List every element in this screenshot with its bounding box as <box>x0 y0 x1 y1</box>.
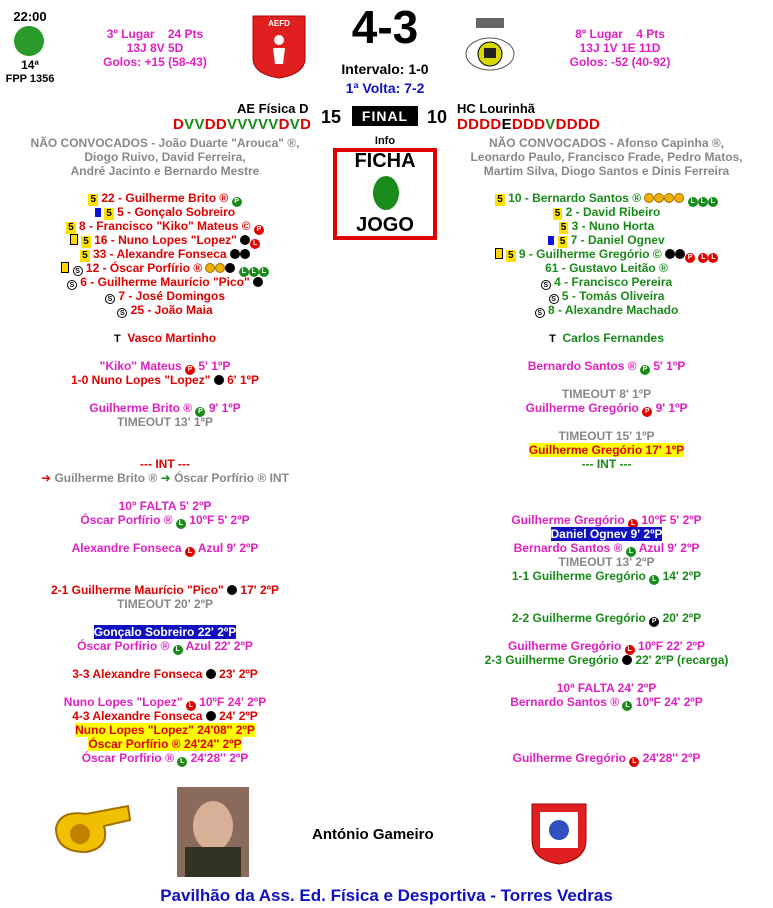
info-link[interactable]: Info <box>374 135 396 147</box>
event-item: Guilherme Gregório L 10ºF 5' 2ºP <box>511 513 702 527</box>
home-team-name[interactable]: AE Física D <box>237 101 309 116</box>
form-letter: D <box>534 116 546 133</box>
form-letter: E <box>501 116 512 133</box>
lineup-row[interactable]: 61 - Gustavo Leitão ® <box>545 261 668 275</box>
event-item: 10ª FALTA 24' 2ºP <box>556 681 657 695</box>
lineup-row[interactable]: 5 16 - Nuno Lopes "Lopez" L <box>0 233 330 249</box>
form-letter: D <box>577 116 590 133</box>
whistle-icon <box>50 798 132 860</box>
event-item: TIMEOUT 13' 1ºP <box>117 415 213 429</box>
event-item: Guilherme Gregório L 24'28'' 2ºP <box>512 751 701 765</box>
form-letter: D <box>215 116 228 133</box>
home-coach[interactable]: T Vasco Martinho <box>113 331 217 345</box>
lineup-row[interactable]: 5 3 - Nuno Horta <box>560 219 655 233</box>
form-letter: D <box>555 116 567 133</box>
event-item: Bernardo Santos ® P 5' 1ºP <box>527 359 686 373</box>
halftime-score: Intervalo: 1-0 <box>341 61 429 77</box>
form-letter: V <box>237 116 248 133</box>
lineup-row[interactable]: S 25 - João Maia <box>0 303 330 318</box>
round-number: 14ª <box>21 58 39 72</box>
form-letter: V <box>227 116 238 133</box>
lineup-row[interactable]: 5 5 - Gonçalo Sobreiro <box>0 205 330 220</box>
blue-card-icon <box>95 208 101 217</box>
form-letter: D <box>300 116 312 133</box>
form-letter: D <box>589 116 601 133</box>
event-item: 2-3 Guilherme Gregório 22' 2ºP (recarga) <box>484 653 729 667</box>
final-badge: FINAL <box>352 106 418 126</box>
event-item: 2-2 Guilherme Gregório P 20' 2ºP <box>511 611 702 625</box>
lineup-row[interactable]: 5 7 - Daniel Ognev <box>440 233 773 248</box>
form-letter: V <box>257 116 269 133</box>
event-item: Bernardo Santos ® L 10ºF 24' 2ºP <box>510 695 703 709</box>
foul-icon: L <box>250 239 260 249</box>
lineup-row[interactable]: S 6 - Guilherme Maurício "Pico" <box>0 275 330 290</box>
form-letter: D <box>566 116 578 133</box>
event-item: Guilherme Gregório P 9' 1ºP <box>525 401 688 415</box>
event-item: Guilherme Brito ® P 9' 1ºP <box>89 401 241 415</box>
figure-icon <box>373 176 399 210</box>
home-not-called: NÃO CONVOCADOS - João Duarte "Arouca" ®, Diogo Ruivo, David Ferreira, André Jacinto e Bernardo Mestre <box>30 136 300 178</box>
lineup-row[interactable]: 5 2 - David Ribeiro <box>554 205 661 219</box>
event-item: TIMEOUT 20' 2ºP <box>117 597 213 611</box>
event-item: Daniel Ognev 9' 2ºP <box>550 527 663 541</box>
first-leg-score: 1ª Volta: 7-2 <box>345 80 425 96</box>
event-item: 10º FALTA 5' 2ºP <box>118 499 212 513</box>
home-team-logo[interactable] <box>251 14 307 80</box>
event-item: 4-3 Alexandre Fonseca 24' 2ºP <box>72 709 258 723</box>
event-item: TIMEOUT 8' 1ºP <box>561 387 652 401</box>
event-item: --- INT --- <box>140 457 190 471</box>
event-item: TIMEOUT 13' 2ºP <box>558 555 655 569</box>
goal-icon <box>240 235 250 245</box>
referee-photo <box>177 787 249 877</box>
league-badge-icon <box>14 26 44 56</box>
form-letter: V <box>184 116 195 133</box>
form-letter: D <box>523 116 535 133</box>
penalty-icon: P <box>254 225 264 235</box>
away-form <box>457 116 600 133</box>
event-item: Nuno Lopes "Lopez" L 10ºF 24' 2ºP <box>63 695 267 709</box>
form-letter: D <box>511 116 524 133</box>
association-crest-icon <box>530 800 588 866</box>
lineup-row[interactable]: S 4 - Francisco Pereira <box>440 275 773 290</box>
form-letter: D <box>278 116 290 133</box>
event-item: Óscar Porfírio ® L 24'28'' 2ºP <box>81 751 249 765</box>
lineup-row[interactable]: 5 10 - Bernardo Santos ® L L L <box>440 191 773 207</box>
form-letter: D <box>479 116 491 133</box>
form-letter: V <box>268 116 279 133</box>
lineup-row[interactable]: 5 33 - Alexandre Fonseca <box>0 247 330 262</box>
lineup-row[interactable]: S 8 - Alexandre Machado <box>440 303 773 318</box>
form-letter: D <box>173 116 185 133</box>
event-item: 1-1 Guilherme Gregório L 14' 2ºP <box>511 569 702 583</box>
event-item: Alexandre Fonseca L Azul 9' 2ºP <box>71 541 259 555</box>
event-item: Nuno Lopes "Lopez" 24'08'' 2ºP <box>75 723 255 737</box>
home-count: 15 <box>321 107 342 127</box>
away-stats: 8º Lugar 4 Pts 13J 1V 1E 11D Golos: -52 (40-92) <box>569 27 671 69</box>
event-item: Guilherme Gregório 17' 1ºP <box>528 443 685 457</box>
kickoff-time: 22:00 <box>13 9 47 24</box>
svg-text:AEFD: AEFD <box>268 19 290 28</box>
home-stats: 3º Lugar 24 Pts 13J 8V 5D Golos: +15 (58-43) <box>103 27 207 69</box>
event-item: --- INT --- <box>581 457 632 471</box>
venue: Pavilhão da Ass. Ed. Física e Desportiva - Torres Vedras <box>160 886 613 905</box>
event-item: 1-0 Nuno Lopes "Lopez" 6' 1ºP <box>71 373 259 387</box>
final-score: 4-3 <box>351 1 419 53</box>
lineup-row[interactable]: S 5 - Tomás Oliveira <box>440 289 773 304</box>
event-item: Óscar Porfírio ® 24'24'' 2ºP <box>88 737 242 751</box>
away-team-logo[interactable] <box>462 16 518 76</box>
form-letter: V <box>194 116 205 133</box>
match-sheet-button[interactable]: FICHA JOGO <box>333 148 437 240</box>
event-item: Guilherme Gregório L 10ºF 22' 2ºP <box>507 639 706 653</box>
event-item: Óscar Porfírio ® L Azul 22' 2ºP <box>77 639 253 653</box>
away-not-called: NÃO CONVOCADOS - Afonso Capinha ®, Leonardo Paulo, Francisco Frade, Pedro Matos, Martim Silva, Diogo Santos e Dinis Ferreira <box>470 136 743 178</box>
event-item: Gonçalo Sobreiro 22' 2ºP <box>93 625 237 639</box>
form-letter: D <box>468 116 480 133</box>
referee-name[interactable]: António Gameiro <box>312 826 434 843</box>
away-coach[interactable]: T Carlos Fernandes <box>549 331 664 345</box>
form-letter: D <box>490 116 502 133</box>
lineup-row[interactable]: 5 22 - Guilherme Brito ® P <box>0 191 330 207</box>
lineup-row[interactable]: 5 9 - Guilherme Gregório © P L L <box>440 247 773 263</box>
form-letter: V <box>545 116 556 133</box>
fpp-number: FPP 1356 <box>5 73 55 85</box>
event-item: Óscar Porfírio ® L 10ºF 5' 2ºP <box>80 513 250 527</box>
home-form <box>173 116 311 133</box>
form-letter: V <box>289 116 301 133</box>
yellow-card-icon <box>70 234 78 245</box>
away-team-name[interactable]: HC Lourinhã <box>457 101 535 116</box>
form-letter: D <box>457 116 469 133</box>
event-item: Bernardo Santos ® L Azul 9' 2ºP <box>513 541 700 555</box>
lineup-row[interactable]: S 12 - Óscar Porfírio ® L L L <box>0 261 330 277</box>
event-item: "Kiko" Mateus P 5' 1ºP <box>99 359 231 373</box>
form-letter: D <box>204 116 216 133</box>
event-item: 2-1 Guilherme Maurício "Pico" 17' 2ºP <box>50 583 280 597</box>
event-item: 3-3 Alexandre Fonseca 23' 2ºP <box>72 667 258 681</box>
away-count: 10 <box>427 107 448 127</box>
lineup-row[interactable]: 5 8 - Francisco "Kiko" Mateus © P <box>0 219 330 235</box>
event-item: TIMEOUT 15' 1ºP <box>558 429 655 443</box>
form-letter: V <box>247 116 258 133</box>
goal-icon: P <box>232 197 242 207</box>
event-item: ➜ Guilherme Brito ® ➜ Óscar Porfírio ® INT <box>41 471 289 485</box>
lineup-row[interactable]: S 7 - José Domingos <box>0 289 330 304</box>
